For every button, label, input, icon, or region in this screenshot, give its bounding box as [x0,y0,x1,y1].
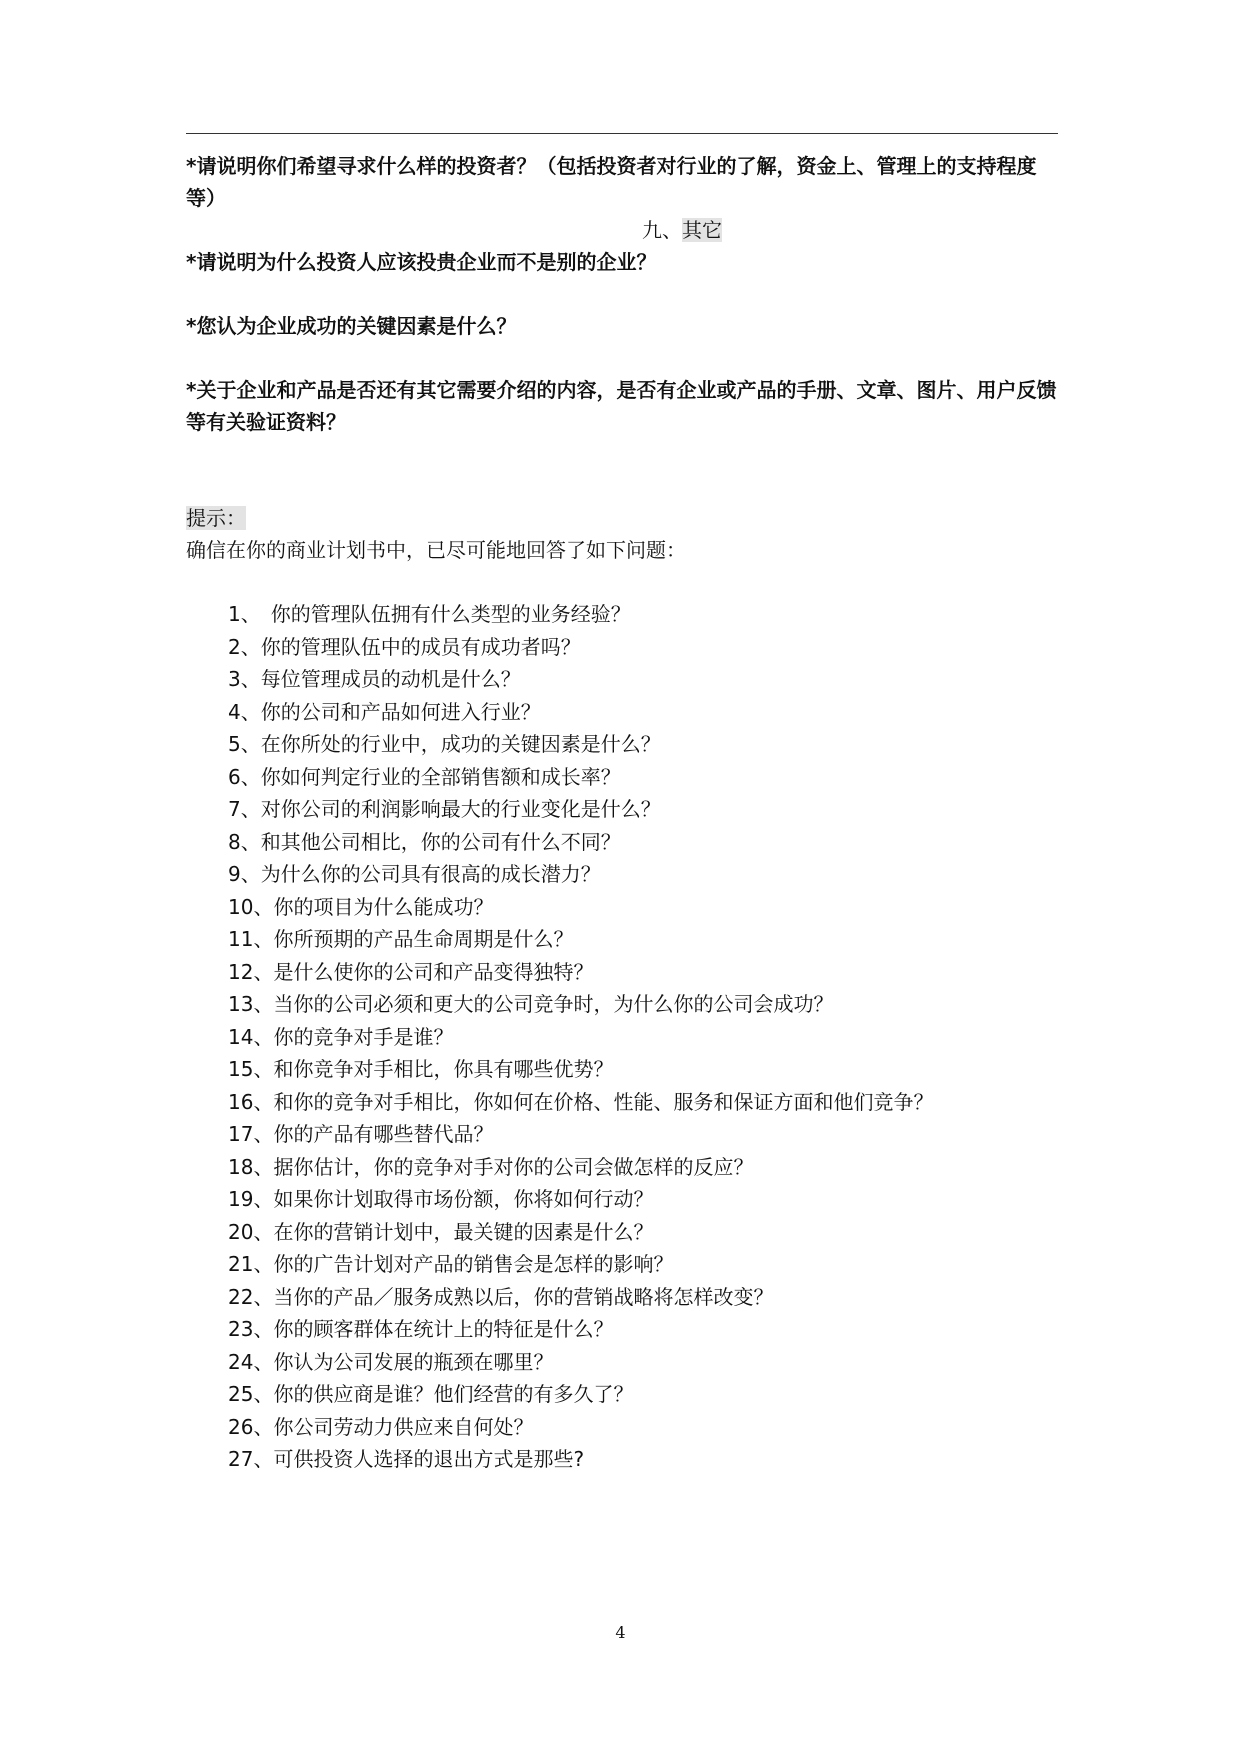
tips-title: 提示： [186,506,246,530]
header-rule [186,133,1058,134]
list-item: 17、你的产品有哪些替代品？ [228,1122,494,1146]
question-why-invest: *请说明为什么投资人应该投贵企业而不是别的企业？ [186,250,657,274]
question-other-materials: *关于企业和产品是否还有其它需要介绍的内容，是否有企业或产品的手册、文章、图片、用户反馈等有关验证资料？ [186,378,1057,434]
list-item: 3、每位管理成员的动机是什么？ [228,667,521,691]
list-item: 27、可供投资人选择的退出方式是那些? [228,1447,585,1471]
list-item: 2、你的管理队伍中的成员有成功者吗？ [228,634,581,659]
list-item: 20、在你的营销计划中，最关键的因素是什么？ [228,1219,654,1244]
list-item: 26、你公司劳动力供应来自何处？ [228,1414,534,1439]
list-item: 14、你的竞争对手是谁？ [228,1024,454,1049]
list-item: 16、和你的竞争对手相比，你如何在价格、性能、服务和保证方面和他们竞争？ [228,1089,934,1114]
list-item: 10、你的项目为什么能成功？ [228,894,494,919]
list-item: 9、为什么你的公司具有很高的成长潜力？ [228,862,601,886]
question-key-success-factors: *您认为企业成功的关键因素是什么？ [186,314,517,338]
list-item: 19、如果你计划取得市场份额，你将如何行动？ [228,1187,654,1211]
list-item: 13、当你的公司必须和更大的公司竞争时，为什么你的公司会成功？ [228,992,834,1016]
list-item: 21、你的广告计划对产品的销售会是怎样的影响？ [228,1252,674,1276]
tips-heading [186,502,1058,534]
list-item: 7、对你公司的利润影响最大的行业变化是什么？ [228,797,661,821]
list-item: 23、你的顾客群体在统计上的特征是什么？ [228,1317,614,1341]
page-content [186,150,1058,1476]
list-item: 5、在你所处的行业中，成功的关键因素是什么？ [228,732,661,756]
section-number: 九、 [642,218,682,242]
question-investor-type: *请说明你们希望寻求什么样的投资者？（包括投资者对行业的了解，资金上、管理上的支持程度等） [186,154,1037,210]
list-item: 15、和你竞争对手相比，你具有哪些优势？ [228,1057,614,1081]
list-item: 1、 你的管理队伍拥有什么类型的业务经验？ [228,602,631,626]
section-heading [186,214,1058,246]
tips-intro: 确信在你的商业计划书中，已尽可能地回答了如下问题： [186,538,686,562]
section-title: 其它 [682,218,722,242]
list-item: 22、当你的产品／服务成熟以后，你的营销战略将怎样改变？ [228,1284,774,1309]
list-item: 24、你认为公司发展的瓶颈在哪里？ [228,1349,554,1374]
list-item: 11、你所预期的产品生命周期是什么？ [228,927,574,951]
list-item: 12、是什么使你的公司和产品变得独特？ [228,959,594,984]
page-number: 4 [615,1623,626,1642]
tips-list [186,598,1058,1476]
list-item: 8、和其他公司相比，你的公司有什么不同？ [228,829,621,854]
list-item: 18、据你估计，你的竞争对手对你的公司会做怎样的反应？ [228,1154,754,1179]
list-item: 25、你的供应商是谁？他们经营的有多久了？ [228,1382,634,1406]
list-item: 6、你如何判定行业的全部销售额和成长率？ [228,764,621,789]
list-item: 4、你的公司和产品如何进入行业？ [228,699,541,724]
